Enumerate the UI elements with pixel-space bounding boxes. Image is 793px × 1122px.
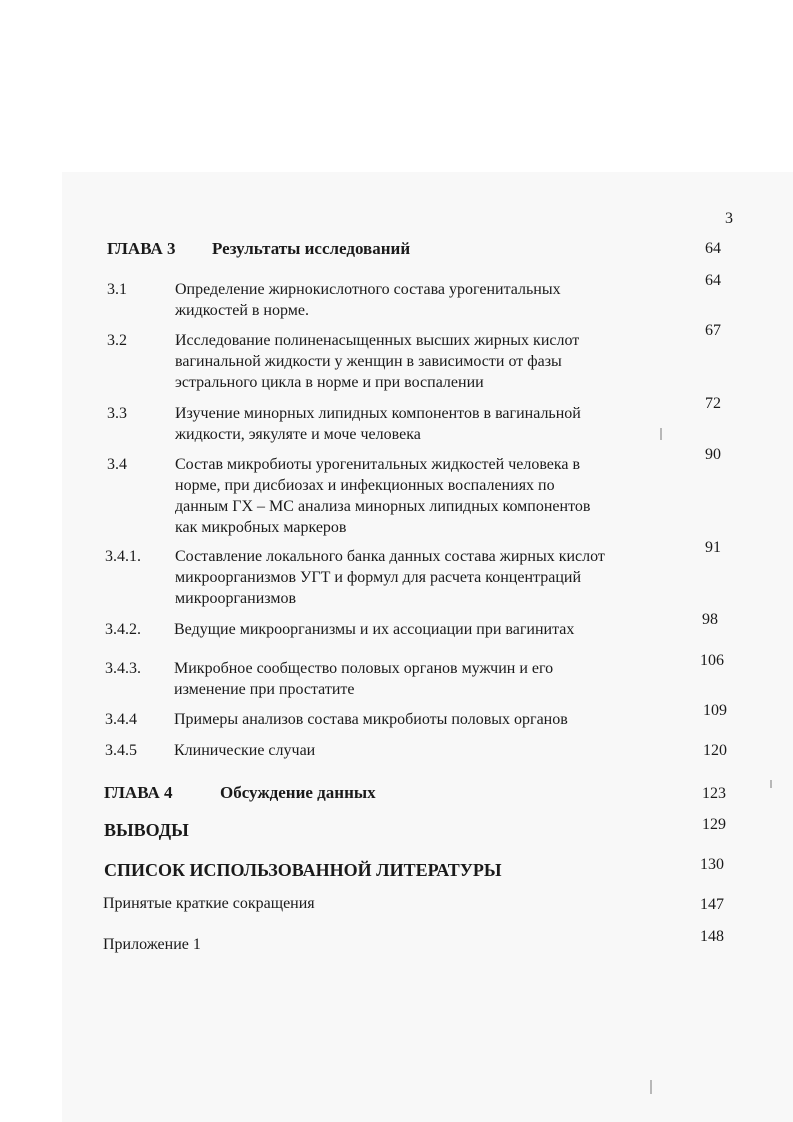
section-title-line: Ведущие микроорганизмы и их ассоциации при вагинитах (174, 621, 575, 638)
section-title-line: Состав микробиоты урогенитальных жидкостей человека в (175, 456, 581, 473)
section-title-line: норме, при дисбиозах и инфекционных воспалениях по (175, 477, 555, 494)
abbreviations-title: Принятые краткие сокращения (103, 895, 315, 912)
section-title-line: Примеры анализов состава микробиоты половых органов (174, 711, 568, 728)
page-ref: 129 (702, 816, 726, 833)
section-number: 3.4.3. (105, 660, 141, 677)
section-title-line: данным ГХ – МС анализа минорных липидных компонентов (175, 498, 591, 515)
chapter-label: ГЛАВА 4 (104, 783, 173, 802)
scan-speck (660, 428, 662, 440)
conclusions-title: ВЫВОДЫ (104, 820, 189, 840)
page-ref: 147 (700, 896, 724, 913)
section-title-line: как микробных маркеров (175, 519, 347, 536)
page-ref: 91 (705, 539, 721, 556)
references-title: СПИСОК ИСПОЛЬЗОВАННОЙ ЛИТЕРАТУРЫ (104, 860, 502, 880)
section-title-line: Клинические случаи (174, 742, 316, 759)
page-ref: 64 (705, 272, 721, 289)
section-number: 3.4 (107, 456, 127, 473)
section-title-line: Исследование полиненасыщенных высших жирных кислот (175, 332, 580, 349)
section-number: 3.3 (107, 405, 127, 422)
section-title-line: микроорганизмов УГТ и формул для расчета концентраций (175, 569, 581, 586)
section-number: 3.4.2. (105, 621, 141, 638)
chapter-title: Обсуждение данных (220, 783, 376, 802)
appendix-title: Приложение 1 (103, 936, 201, 953)
page-ref: 72 (705, 395, 721, 412)
section-number: 3.4.4 (105, 711, 137, 728)
chapter-label: ГЛАВА 3 (107, 239, 176, 258)
page-ref: 64 (705, 240, 721, 257)
chapter-title: Результаты исследований (212, 239, 411, 258)
section-title-line: жидкости, эякуляте и моче человека (175, 426, 421, 443)
section-title-line: жидкостей в норме. (175, 302, 309, 319)
section-title-line: Микробное сообщество половых органов мужчин и его (174, 660, 554, 677)
section-title-line: эстрального цикла в норме и при воспалении (175, 374, 484, 391)
page-ref: 148 (700, 928, 724, 945)
section-title-line: микроорганизмов (175, 590, 297, 607)
scanned-sheet (62, 172, 793, 1122)
section-title-line: изменение при простатите (174, 681, 355, 698)
section-number: 3.4.1. (105, 548, 141, 565)
page-ref: 120 (703, 742, 727, 759)
page-number: 3 (725, 210, 733, 227)
page-ref: 67 (705, 322, 721, 339)
page-ref: 109 (703, 702, 727, 719)
section-title-line: вагинальной жидкости у женщин в зависимости от фазы (175, 353, 562, 370)
page-ref: 90 (705, 446, 721, 463)
section-title-line: Изучение минорных липидных компонентов в вагинальной (175, 405, 581, 422)
page-ref: 106 (700, 652, 724, 669)
page-ref: 130 (700, 856, 724, 873)
section-number: 3.1 (107, 281, 127, 298)
section-title-line: Определение жирнокислотного состава урогенитальных (175, 281, 561, 298)
page-ref: 98 (702, 611, 718, 628)
scan-speck (770, 780, 772, 788)
page-ref: 123 (702, 785, 726, 802)
scan-speck (650, 1080, 652, 1094)
section-number: 3.2 (107, 332, 127, 349)
section-number: 3.4.5 (105, 742, 137, 759)
section-title-line: Составление локального банка данных состава жирных кислот (175, 548, 605, 565)
